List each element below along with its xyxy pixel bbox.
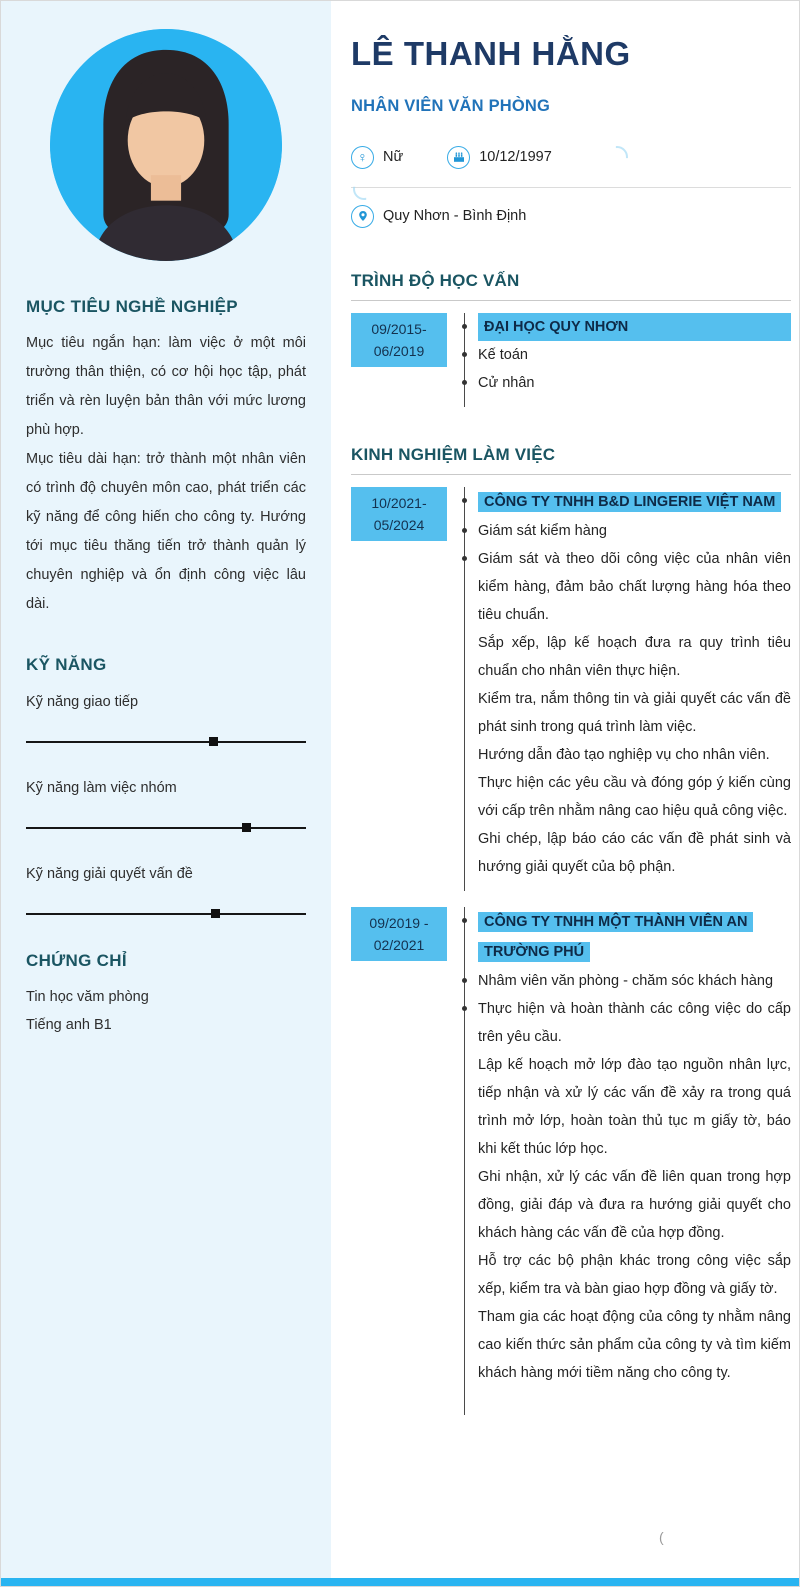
education-bullet: Cử nhân: [478, 369, 791, 397]
sidebar: [1, 1, 331, 1580]
education-bullet: Kế toán: [478, 341, 791, 369]
skill-level-bar: [26, 913, 306, 915]
experience-heading: KINH NGHIỆM LÀM VIỆC: [351, 445, 791, 475]
experience-bullet: Giám sát kiểm hàng: [478, 517, 791, 545]
portrait-illustration: [50, 29, 282, 261]
education-entry-body: [464, 313, 791, 407]
date-line: 09/2019 -: [369, 915, 429, 931]
school-name: ĐẠI HỌC QUY NHƠN: [478, 313, 791, 341]
full-name: LÊ THANH HẰNG: [351, 35, 631, 72]
job-title: NHÂN VIÊN VĂN PHÒNG: [351, 97, 551, 115]
location-value: Quy Nhơn - Bình Định: [383, 208, 527, 224]
date-line: 10/2021-: [371, 495, 427, 511]
skills-heading: KỸ NĂNG: [26, 655, 107, 674]
skill-item: [26, 687, 306, 743]
experience-dates: [351, 907, 447, 961]
objective-heading: MỤC TIÊU NGHỀ NGHIỆP: [26, 297, 238, 316]
experience-bullet: Giám sát và theo dõi công việc của nhân viên kiểm hàng, đảm bảo chất lượng hàng hóa theo tiêu chuẩn.: [478, 545, 791, 629]
experience-bullet: Sắp xếp, lập kế hoạch đưa ra quy trình tiêu chuẩn cho nhân viên thực hiện.: [478, 635, 791, 679]
info-divider: [351, 187, 791, 188]
footer-accent-strip: [1, 1578, 799, 1586]
location-pin-icon: [351, 205, 374, 228]
company-name-highlight: CÔNG TY TNHH MỘT THÀNH VIÊN AN TRƯỜNG PHÚ: [478, 912, 753, 962]
certificate-item: Tin học văm phòng: [26, 989, 149, 1005]
skill-item: [26, 859, 306, 915]
info-row-1: [351, 142, 791, 172]
skill-level-bar: [26, 741, 306, 743]
skill-level-knob: [209, 737, 218, 746]
profile-photo: [50, 29, 282, 261]
birthday-value: 10/12/1997: [479, 149, 552, 165]
objective-short-term: Mục tiêu ngắn hạn: làm việc ở một môi trường thân thiện, có cơ hội học tập, phát triển và rèn luyện bản thân với mức lương phù hợp.: [26, 335, 306, 438]
experience-bullet: Thực hiện và hoàn thành các công việc do cấp trên yêu cầu.: [478, 995, 791, 1051]
experience-bullet: Hướng dẫn đào tạo nghiệp vụ cho nhân viên.: [478, 747, 770, 763]
education-entry: [351, 313, 791, 407]
objective-long-term: Mục tiêu dài hạn: trở thành một nhân viên có trình độ chuyên môn cao, phát triển các kỹ năng để công hiến cho công ty. Hướng tới mục tiêu thăng tiến trở thành quản lý chuyên nghiệp và ổn định công việc lâu dài.: [26, 451, 306, 612]
gender-value: Nữ: [383, 149, 404, 165]
partial-icon: [353, 178, 375, 200]
partial-icon: [606, 146, 628, 168]
certificates-heading: CHỨNG CHỈ: [26, 951, 127, 970]
experience-bullet: Tham gia các hoạt động của công ty nhằm nâng cao kiến thức sản phẩm của công ty và tìm kiếm khách hàng mới tiềm năng cho công ty.: [478, 1309, 791, 1381]
company-name: [478, 907, 791, 967]
skill-label: Kỹ năng làm việc nhóm: [26, 780, 177, 796]
skill-level-bar: [26, 827, 306, 829]
skill-label: Kỹ năng giao tiếp: [26, 694, 139, 710]
date-line: 06/2019: [373, 343, 425, 359]
experience-bullet: Nhâm viên văn phòng - chăm sóc khách hàng: [478, 967, 791, 995]
contact-info: [351, 142, 791, 231]
experience-entry-1: [351, 487, 791, 891]
experience-entry-body: [464, 487, 791, 891]
experience-dates: [351, 487, 447, 541]
skill-level-knob: [211, 909, 220, 918]
education-heading: TRÌNH ĐỘ HỌC VẤN: [351, 271, 791, 301]
experience-bullet: Thực hiện các yêu cầu và đóng góp ý kiến cùng với cấp trên nhằm nâng cao hiệu quả công việc.: [478, 775, 791, 819]
certificate-item: Tiếng anh B1: [26, 1017, 112, 1033]
gender-icon: [351, 146, 374, 169]
date-line: 05/2024: [373, 517, 425, 533]
company-name: [478, 487, 791, 517]
location-field: [351, 205, 526, 228]
birthday-field: [447, 146, 552, 169]
gender-glyph: ♀: [357, 149, 368, 165]
company-name-highlight: CÔNG TY TNHH B&D LINGERIE VIỆT NAM: [478, 492, 781, 512]
experience-bullet: Lập kế hoạch mở lớp đào tạo nguồn nhân lực, tiếp nhận và xử lý các vấn đề xảy ra trong quá trình mở lớp, hoàn toàn thủ tục m giấy tờ, báo khi kết thúc lớp học.: [478, 1057, 791, 1157]
date-line: 09/2015-: [371, 321, 427, 337]
skill-label: Kỹ năng giải quyết vấn đề: [26, 866, 193, 882]
experience-bullet: Kiểm tra, nắm thông tin và giải quyết các vấn đề phát sinh trong quá trình làm việc.: [478, 691, 791, 735]
skill-item: [26, 773, 306, 829]
date-line: 02/2021: [373, 937, 425, 953]
gender-field: [351, 146, 403, 169]
birthday-cake-icon: [447, 146, 470, 169]
experience-entry-2: [351, 907, 791, 1415]
experience-bullet: Ghi nhận, xử lý các vấn đề liên quan trong hợp đồng, giải đáp và đưa ra hướng giải quyết cho khách hàng các vấn đề của hợp đồng.: [478, 1169, 791, 1241]
main-column: [331, 1, 800, 1580]
experience-bullet: Ghi chép, lập báo cáo các vấn đề phát sinh và hướng giải quyết của bộ phận.: [478, 831, 791, 875]
skill-level-knob: [242, 823, 251, 832]
education-dates: [351, 313, 447, 367]
footer-mark: (: [659, 1529, 664, 1545]
info-row-2: [351, 201, 791, 231]
experience-entry-body: [464, 907, 791, 1415]
experience-bullet: Hỗ trợ các bộ phận khác trong công việc sắp xếp, kiểm tra và bàn giao hợp đồng và giấy tờ.: [478, 1253, 791, 1297]
